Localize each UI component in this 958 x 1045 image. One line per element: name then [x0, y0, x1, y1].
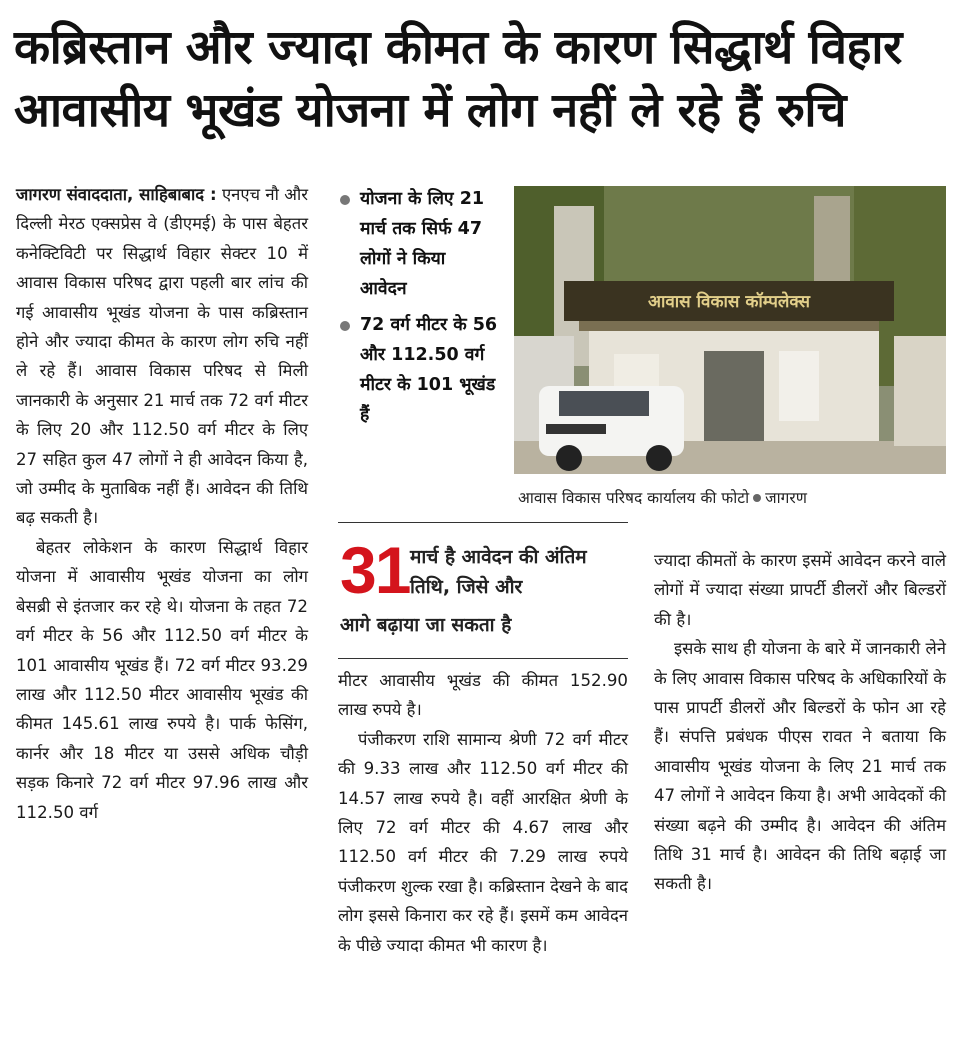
paragraph-1-text: एनएच नौ और दिल्ली मेरठ एक्सप्रेस वे (डीएमई) के पास बेहतर कनेक्टिविटी पर सिद्धार्थ विहार सेक्टर 10 में आवास विकास परिषद द्वारा पहली बार लांच की गई आवासीय भूखंड योजना के पास कब्रिस्तान होने और ज्यादा कीमत के कारण लोग रुचि नहीं ले रहे हैं। आवास विकास परिषद से मिली जानकारी के अनुसार 21 मार्च तक 72 वर्ग मीटर के लिए 20 और 112.50 वर्ग मीटर के लिए 27 सहित कुल 47 लोगों ने ही आवेदन किया है, जो उम्मीद के मुताबिक नहीं हैं। आवेदन की तिथि बढ़ सकती है।	[16, 185, 309, 528]
divider	[338, 522, 628, 523]
article-column-2	[338, 666, 628, 960]
bullet-icon	[340, 321, 350, 331]
caption-text: आवास विकास परिषद कार्यालय की फोटो	[518, 489, 750, 507]
bullet-icon	[340, 195, 350, 205]
article-column-3	[654, 546, 946, 899]
highlights-box	[338, 184, 498, 436]
photo-credit: जागरण	[765, 489, 807, 507]
highlight-item	[338, 184, 498, 304]
divider	[338, 658, 628, 659]
paragraph-1	[16, 180, 308, 533]
paragraph-5: ज्यादा कीमतों के कारण इसमें आवेदन करने वाले लोगों में ज्यादा संख्या प्रापर्टी डीलरों और बिल्डरों की है।	[654, 551, 946, 629]
headline: कब्रिस्तान और ज्यादा कीमत के कारण सिद्धार्थ विहार आवासीय भूखंड योजना में लोग नहीं ले रहे हैं रुचि	[14, 20, 902, 138]
article-column-1	[16, 180, 308, 827]
byline: जागरण संवाददाता, साहिबाबाद :	[16, 185, 217, 204]
paragraph-4: पंजीकरण राशि सामान्य श्रेणी 72 वर्ग मीटर की 9.33 लाख और 112.50 वर्ग मीटर की 14.57 लाख रुपये है। वहीं आरक्षित श्रेणी के लिए 72 वर्ग मीटर की 4.67 लाख और 112.50 वर्ग मीटर की 7.29 लाख रुपये पंजीकरण शुल्क रखा है। कब्रिस्तान देखने के बाद लोग इससे किनारा कर रहे हैं। इसमें कम आवेदन के पीछे ज्यादा कीमत भी कारण है।	[338, 729, 628, 955]
news-photo	[514, 186, 946, 474]
bullet-icon	[753, 494, 761, 502]
photo-caption	[518, 486, 948, 508]
paragraph-6: इसके साथ ही योजना के बारे में जानकारी लेने के लिए आवास विकास परिषद के अधिकारियों के पास प्रापर्टी डीलरों और बिल्डरों के फोन आ रहे हैं। संपत्ति प्रबंधक पीएस रावत ने बताया कि आवासीय भूखंड योजना के लिए 21 मार्च तक 47 लोगों ने आवेदन किया है। अभी आवेदकों की संख्या बढ़ने की उम्मीद है। आवेदन की अंतिम तिथि 31 मार्च है। आवेदन की तिथि बढ़ाई जा सकती है।	[654, 639, 946, 894]
highlight-text: योजना के लिए 21 मार्च तक सिर्फ 47 लोगों ने किया आवेदन	[360, 189, 485, 299]
callout-number: 31	[340, 533, 410, 607]
paragraph-3: मीटर आवासीय भूखंड की कीमत 152.90 लाख रुपये है।	[338, 671, 628, 720]
signboard-text: आवास विकास कॉम्पलेक्स	[647, 292, 811, 312]
callout-text-continued: आगे बढ़ाया जा सकता है	[340, 614, 512, 636]
paragraph-2: बेहतर लोकेशन के कारण सिद्धार्थ विहार योजना में आवासीय भूखंड योजना का लोग बेसब्री से इंतजार कर रहे थे। योजना के तहत 72 वर्ग मीटर के 56 और 112.50 वर्ग मीटर के 101 आवासीय भूखंड हैं। 72 वर्ग मीटर 93.29 लाख और 112.50 मीटर आवासीय भूखंड की कीमत 145.61 लाख रुपये है। पार्क फेसिंग, कार्नर और 18 मीटर या उससे अधिक चौड़ी सड़क किनारे 72 वर्ग मीटर 97.96 लाख और 112.50 वर्ग	[16, 537, 308, 822]
callout-text: मार्च है आवेदन की अंतिम तिथि, जिसे और	[410, 546, 587, 598]
highlight-text: 72 वर्ग मीटर के 56 और 112.50 वर्ग मीटर के 101 भूखंड हैं	[360, 315, 498, 425]
highlight-item	[338, 310, 498, 430]
